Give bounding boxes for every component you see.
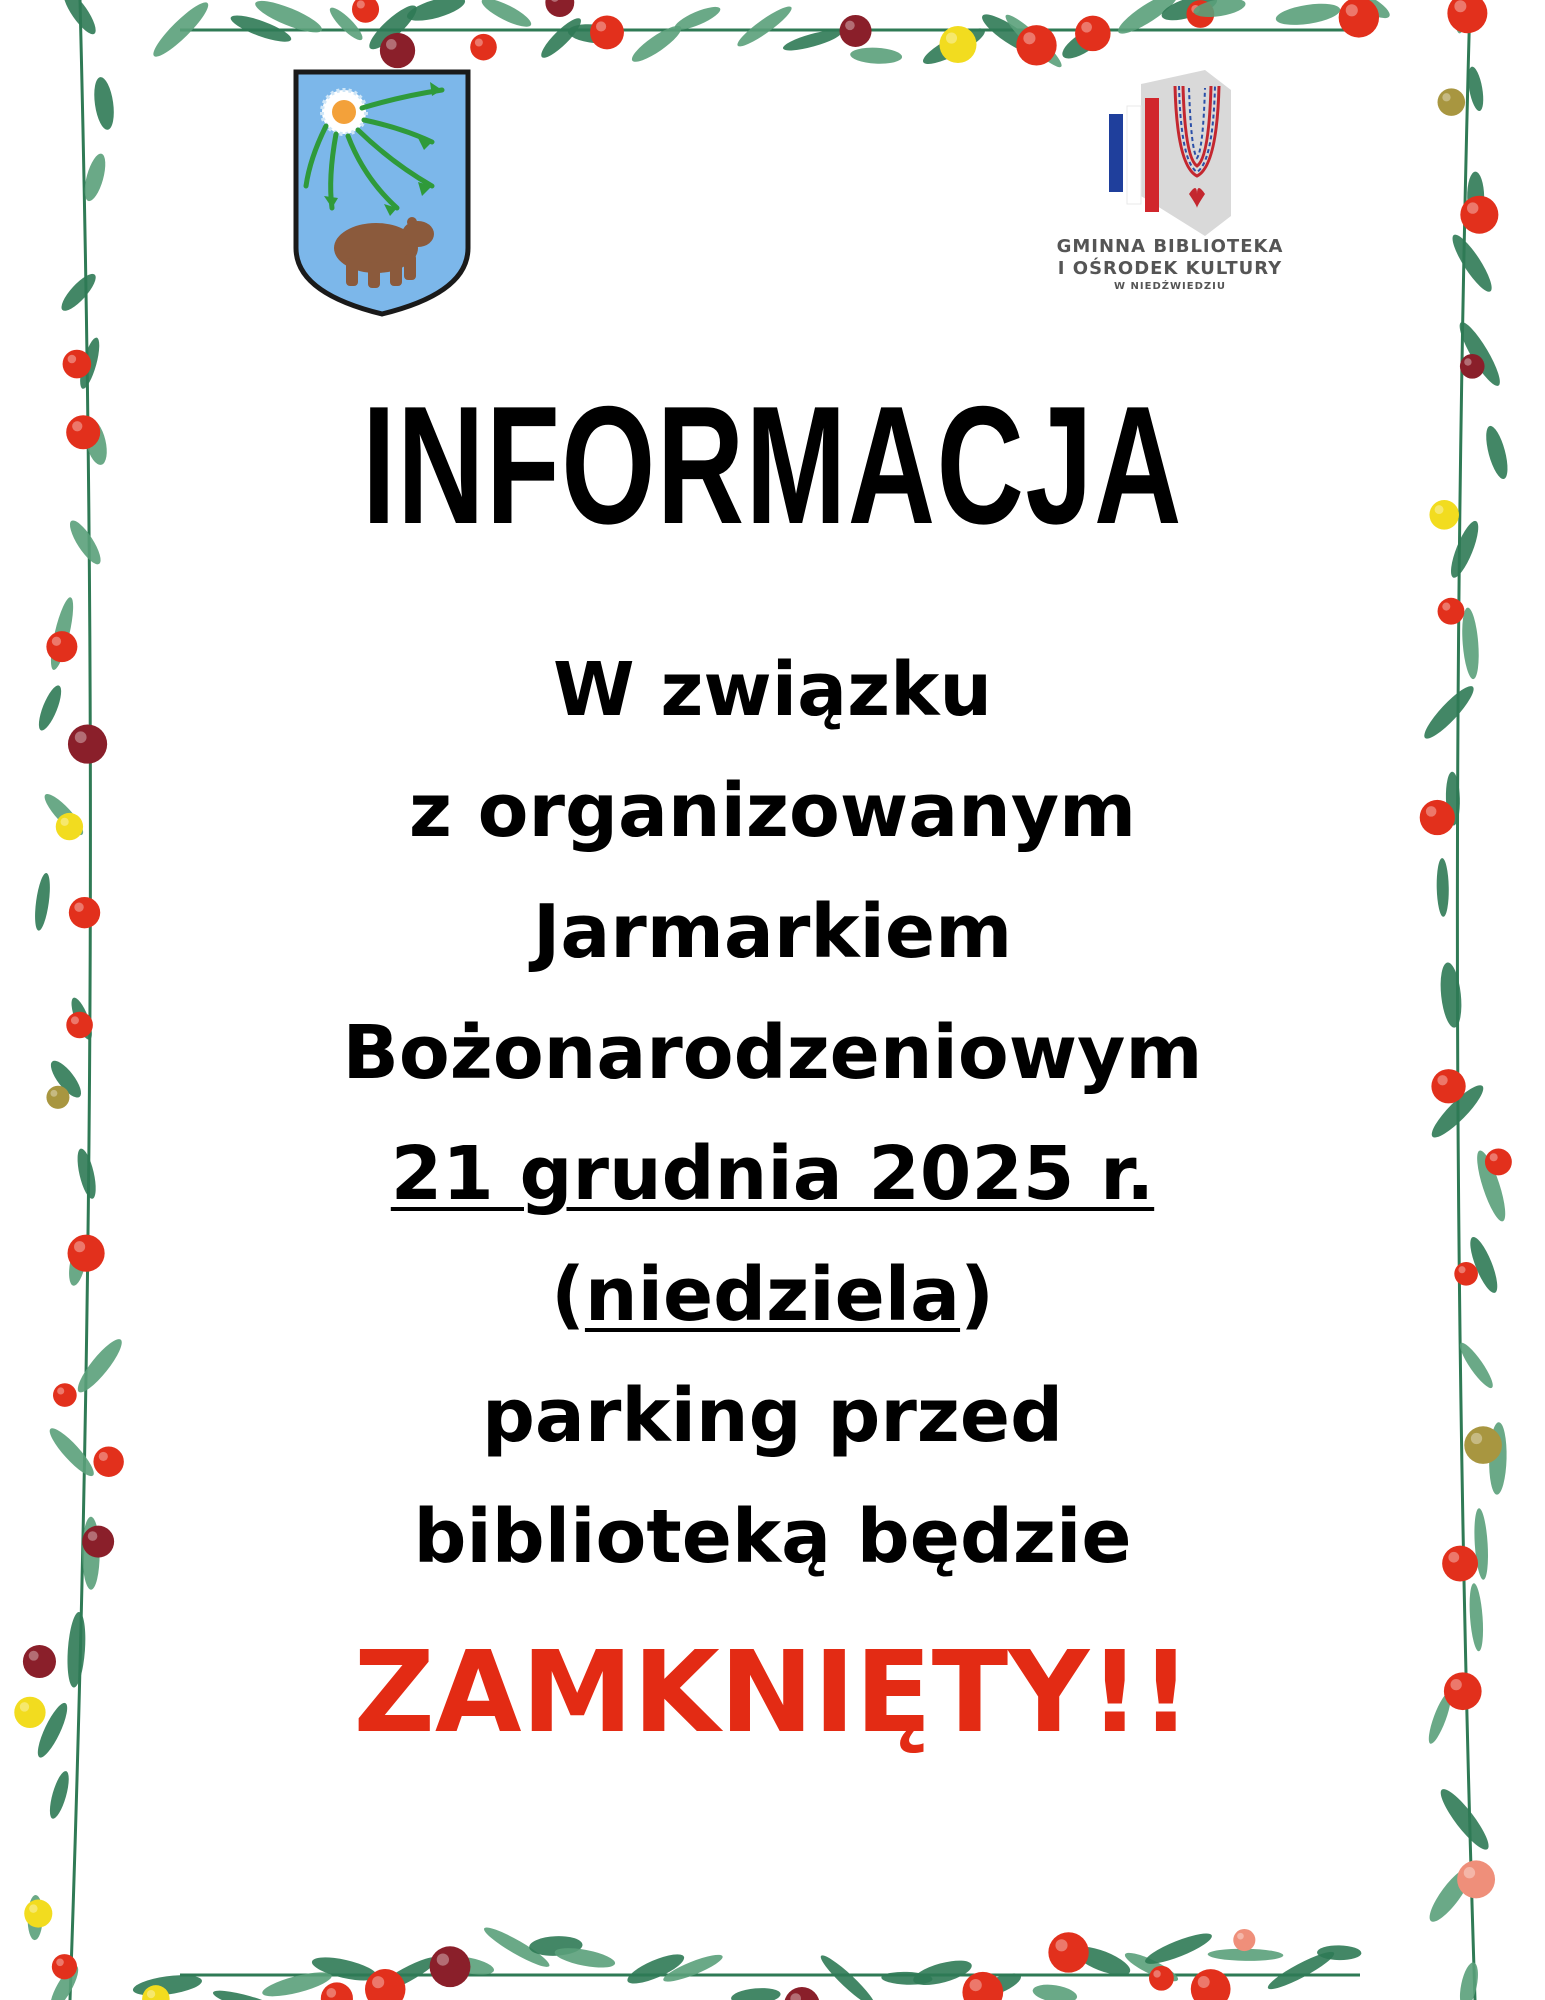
berry-icon [430,1946,471,1987]
leaf-icon [730,1986,781,2000]
berry-highlight-icon [74,902,83,911]
berry-icon [56,813,83,840]
berry-highlight-icon [75,731,87,743]
berry-icon [23,1645,56,1678]
library-name-line2: I OŚRODEK KULTURY [1057,258,1283,279]
berry-icon [1454,1262,1478,1286]
berry-icon [380,33,415,68]
berry-highlight-icon [99,1452,108,1461]
berry-highlight-icon [1442,603,1450,611]
berry-icon [1485,1148,1512,1175]
berry-icon [46,1086,69,1109]
berry-highlight-icon [596,21,606,31]
berry-highlight-icon [1464,1867,1475,1878]
leaf-icon [57,269,101,315]
berry-highlight-icon [1426,806,1437,817]
berry-highlight-icon [1451,1679,1462,1690]
berry-highlight-icon [386,39,397,50]
leaf-icon [1482,424,1512,481]
berry-icon [321,1982,353,2000]
leaf-icon [1436,858,1449,917]
notice-line-6: biblioteką będzie [413,1494,1132,1580]
berry-highlight-icon [1153,1970,1160,1977]
berry-icon [1442,1546,1478,1582]
berry-icon [1339,0,1379,38]
leaf-icon [1457,1961,1482,2000]
closed-announcement: ZAMKNIĘTY!! [353,1628,1192,1758]
berry-icon [1447,0,1487,33]
berry-highlight-icon [1454,0,1466,12]
berry-icon [1075,16,1111,52]
berry-icon [1457,1860,1495,1898]
berry-highlight-icon [1023,32,1035,44]
berry-icon [24,1900,52,1928]
leaf-icon [1438,961,1465,1028]
berry-icon [46,631,77,662]
berry-highlight-icon [71,1016,79,1024]
berry-highlight-icon [1437,1075,1447,1085]
berry-icon [1464,1426,1502,1464]
leaf-icon [91,76,116,131]
event-date-text: 21 grudnia 2025 r. [390,1131,1155,1217]
leaf-icon [479,0,535,32]
municipality-coat-of-arms [292,68,472,318]
berry-highlight-icon [147,1990,155,1998]
berry-icon [1444,1672,1482,1710]
notice-body [200,370,1345,1768]
notice-line-5: parking przed [481,1373,1064,1459]
berry-icon [52,1954,77,1979]
berry-icon [1016,25,1056,65]
berry-highlight-icon [72,421,82,431]
notice-line-1: W związku [552,647,993,733]
berry-highlight-icon [88,1531,98,1541]
leaf-icon [1274,0,1341,29]
berry-highlight-icon [1237,1933,1244,1940]
leaf-icon [405,0,468,26]
berry-icon [840,15,872,47]
leaf-icon [45,1424,99,1481]
leaf-icon [1031,1982,1078,2000]
event-day-text: niedziela [584,1252,961,1338]
leaf-icon [32,872,52,931]
berry-highlight-icon [74,1241,85,1252]
berry-icon [1149,1966,1174,1991]
berry-highlight-icon [29,1904,37,1912]
berry-icon [1438,598,1465,625]
berry-highlight-icon [57,1387,64,1394]
berry-highlight-icon [845,21,855,31]
leaf-icon [72,1334,127,1397]
notice-line-2: z organizowanym [408,768,1137,854]
berry-highlight-icon [946,32,957,43]
berry-icon [1460,354,1485,379]
berry-highlight-icon [68,355,77,364]
berry-icon [470,34,497,61]
berry-icon [784,1987,820,2000]
event-day-close-paren: ) [960,1252,994,1338]
berry-icon [1438,88,1466,116]
berry-icon [82,1526,114,1558]
berry-highlight-icon [1490,1153,1498,1161]
library-logo [1050,66,1290,326]
berry-highlight-icon [970,1979,982,1991]
leaf-icon [850,47,903,65]
berry-icon [53,1383,77,1407]
leaf-icon [734,2,795,51]
berry-icon [545,0,574,17]
berry-highlight-icon [372,1976,384,1988]
berry-highlight-icon [1471,1433,1482,1444]
berry-highlight-icon [326,1988,336,1998]
berry-icon [1048,1932,1088,1972]
leaf-icon [1468,1583,1485,1652]
berry-icon [69,897,100,928]
berry-highlight-icon [1055,1939,1067,1951]
berry-icon [66,1012,93,1039]
leaf-icon [46,1769,73,1820]
berry-highlight-icon [1464,358,1471,365]
berry-highlight-icon [1467,202,1478,213]
berry-icon [63,350,92,379]
berry-highlight-icon [52,637,61,646]
leaf-icon [1447,230,1498,295]
berry-highlight-icon [20,1702,29,1711]
event-day-open-paren: ( [551,1252,585,1338]
berry-highlight-icon [357,0,365,8]
leaf-icon [74,1147,100,1200]
berry-highlight-icon [1458,1266,1465,1273]
sun-icon [322,90,366,134]
berry-highlight-icon [475,39,483,47]
berry-highlight-icon [1198,1976,1210,1988]
library-name-line1: GMINNA BIBLIOTEKA [1056,236,1284,257]
leaf-icon [65,517,106,568]
berry-icon [939,26,976,63]
notice-line-3: Jarmarkiem [532,889,1013,975]
leaf-icon [1460,607,1481,680]
event-date [200,1114,1345,1235]
event-day [200,1235,1345,1356]
berry-highlight-icon [1442,93,1450,101]
leaf-icon [1419,681,1479,744]
berry-highlight-icon [437,1953,449,1965]
headline: INFORMACJA [362,371,1183,559]
berry-icon [1420,800,1455,835]
berry-highlight-icon [50,1090,57,1097]
berry-highlight-icon [29,1651,39,1661]
leaf-icon [34,683,65,733]
berry-icon [1460,196,1498,234]
berry-icon [352,0,379,23]
berry-icon [1233,1929,1255,1951]
berry-highlight-icon [1448,1552,1459,1563]
berry-icon [68,1235,105,1272]
berry-icon [68,724,107,763]
berry-icon [66,415,100,449]
berry-icon [14,1697,45,1728]
berry-icon [1429,500,1459,530]
leaf-icon [1435,1784,1495,1855]
berry-highlight-icon [61,818,69,826]
library-emblem-icon [1105,66,1235,236]
berry-icon [590,15,624,49]
berry-highlight-icon [1435,505,1444,514]
notice-line-4: Bożonarodzeniowym [342,1010,1203,1096]
berry-highlight-icon [1081,22,1092,33]
berry-icon [93,1447,123,1477]
berry-highlight-icon [1346,4,1358,16]
berry-highlight-icon [56,1959,64,1967]
leaf-icon [65,1611,87,1688]
berry-icon [1431,1069,1465,1103]
library-location: W NIEDŹWIEDZIU [1114,281,1226,292]
leaf-icon [1142,1928,1214,1969]
